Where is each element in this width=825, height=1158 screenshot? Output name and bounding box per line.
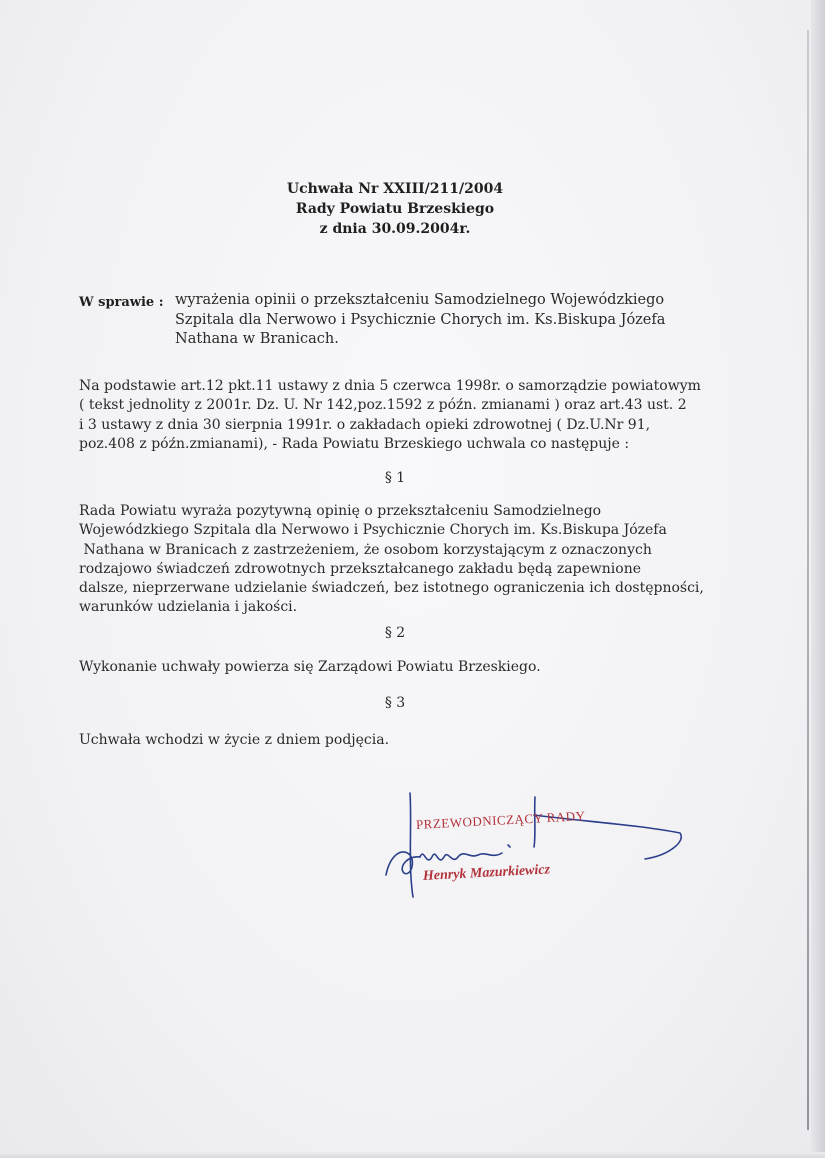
paragraph-line: Rada Powiatu wyraża pozytywną opinię o przekształceniu Samodzielnego xyxy=(79,503,602,519)
resolution-date: z dnia 30.09.2004r. xyxy=(319,221,471,237)
paragraph-line: dalsze, nieprzerwane udzielanie świadczeń, bez istotnego ograniczenia ich dostępności, xyxy=(79,580,704,597)
paragraph-line: rodzajowo świadczeń zdrowotnych przekształcanego zakładu będą zapewnione xyxy=(79,560,641,577)
resolution-title xyxy=(0,179,790,239)
section-1-paragraph xyxy=(79,502,729,618)
paragraph-line: poz.408 z późn.zmianami), - Rada Powiatu Brzeskiego uchwala co następuje : xyxy=(79,435,630,452)
scan-edge-right xyxy=(811,0,825,1158)
section-1-heading: § 1 xyxy=(384,470,406,486)
subject-text xyxy=(175,291,735,350)
section-2-paragraph: Wykonanie uchwały powierza się Zarządowi Powiatu Brzeskiego. xyxy=(79,659,541,675)
stamp-title: PRZEWODNICZĄCY RADY xyxy=(415,808,586,832)
subject-line: Nathana w Branicach. xyxy=(175,331,339,347)
paragraph-line: warunków udzielania i jakości. xyxy=(79,599,298,616)
handwritten-signature xyxy=(380,785,690,910)
paragraph-line: i 3 ustawy z dnia 30 sierpnia 1991r. o zakładach opieki zdrowotnej ( Dz.U.Nr 91, xyxy=(79,416,651,433)
paragraph-line: ( tekst jednolity z 2001r. Dz. U. Nr 142,poz.1592 z późn. zmianami ) oraz art.43 ust. 2 xyxy=(79,397,687,414)
legal-basis-paragraph xyxy=(79,377,729,454)
paragraph-line: Na podstawie art.12 pkt.11 ustawy z dnia 5 czerwca 1998r. o samorządzie powiatowym xyxy=(79,378,701,394)
scan-edge-line xyxy=(807,30,809,1130)
section-3-heading: § 3 xyxy=(384,695,406,711)
resolution-number: Uchwała Nr XXIII/211/2004 xyxy=(286,181,504,197)
subject-line: wyrażenia opinii o przekształceniu Samodzielnego Wojewódzkiego xyxy=(175,292,665,308)
subject-line: Szpitala dla Nerwowo i Psychicznie Chorych im. Ks.Biskupa Józefa xyxy=(175,311,666,328)
section-3-paragraph: Uchwała wchodzi w życie z dniem podjęcia. xyxy=(79,732,390,748)
section-2-heading: § 2 xyxy=(384,625,406,641)
subject-label: W sprawie : xyxy=(79,295,164,310)
stamp-name: Henryk Mazurkiewicz xyxy=(422,862,551,884)
resolution-council: Rady Powiatu Brzeskiego xyxy=(295,201,495,217)
scan-edge-bottom xyxy=(0,1152,825,1158)
paragraph-line: Nathana w Branicach z zastrzeżeniem, że osobom korzystającym z oznaczonych xyxy=(79,541,652,558)
paragraph-line: Wojewódzkiego Szpitala dla Nerwowo i Psychicznie Chorych im. Ks.Biskupa Józefa xyxy=(79,522,667,539)
